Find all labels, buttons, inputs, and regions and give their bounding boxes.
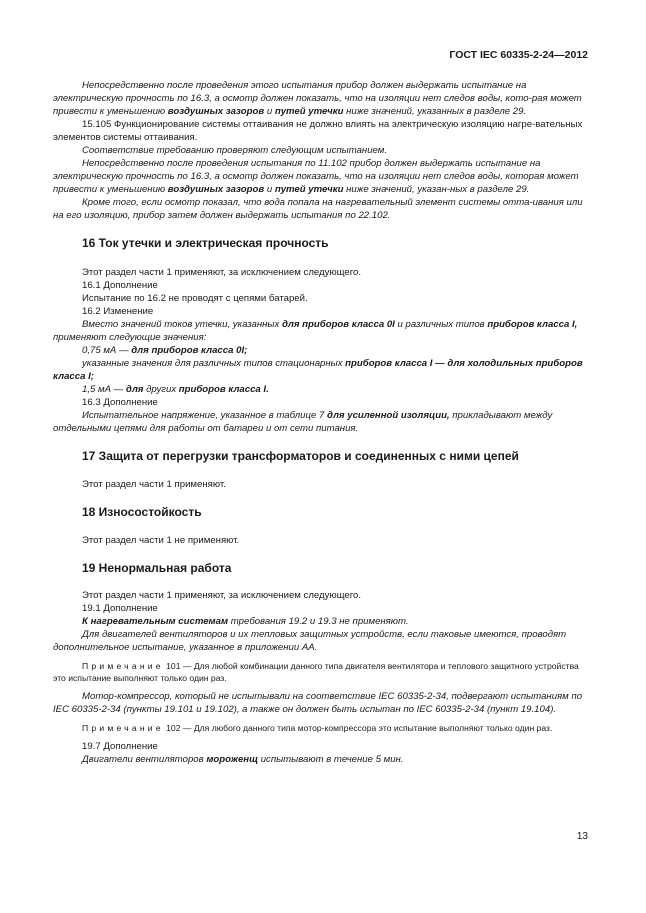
term: приборов класса I, [487, 319, 578, 330]
paragraph: 15.105 Функционирование системы оттаивания не должно влиять на электрическую изоляцию нагре-вательных элементов системы оттаивания. [53, 119, 583, 143]
page-number: 13 [576, 831, 588, 842]
paragraph: 16.1 Дополнение [82, 280, 158, 291]
text-run: и различных типов [394, 319, 488, 330]
paragraph: Кроме того, если осмотр показал, что вода попала на нагревательный элемент системы отта-ивания или на его изоляцию, прибор затем должен выдержать испытания по 22.102. [53, 197, 583, 221]
paragraph [53, 157, 589, 196]
paragraph [53, 357, 589, 383]
paragraph [53, 615, 589, 628]
text-run: ниже значений, указан-ных в разделе 29. [343, 184, 530, 195]
paragraph: Мотор-компрессор, который не испытывали на соответствие IEC 60335-2-34, подвергают испытаниям по IEC 60335-2-34 (пункты 19.101 и 19.102), а также он должен быть испытан по IEC 60335-2-34 (пункт 19.104). [53, 691, 583, 715]
text-run: ниже значений, указанных в разделе 29. [343, 106, 527, 117]
text-run: 101 — Для любой комбинации данного типа двигателя вентилятора и теплового защитного устройства это испытание выполняют только один раз. [53, 661, 579, 683]
paragraph: Этот раздел части 1 не применяют. [82, 535, 240, 546]
paragraph [53, 344, 589, 357]
text-run: указанные значения для различных типов стационарных [82, 358, 346, 369]
section-heading: 16 Ток утечки и электрическая прочность [82, 236, 329, 250]
term: приборов класса I. [178, 384, 269, 395]
term: путей утечки [274, 106, 344, 117]
text-run: прикладывают между отдельными цепями для работы от батареи и от сети питания. [53, 410, 553, 434]
text-run: 1,5 мА — [82, 384, 126, 395]
text-run: и [264, 106, 275, 117]
text-run: применяют следующие значения: [53, 332, 207, 343]
term: для приборов класса 0I; [131, 345, 248, 356]
term: путей утечки [274, 184, 344, 195]
paragraph: 16.3 Дополнение [82, 397, 158, 408]
paragraph: 16.2 Изменение [82, 306, 154, 317]
text-run: Непосредственно после проведения испытания по 11.102 прибор должен выдержать испытание на электрическую прочность по 16.3, а осмотр должен показать, что на изоляции нет следов воды, которая может привести к уменьшению [53, 158, 579, 195]
paragraph [53, 753, 589, 766]
section-heading: 17 Защита от перегрузки трансформаторов и соединенных с ними цепей [82, 449, 519, 463]
term: К нагревательным системам [82, 616, 229, 627]
term: воздушных зазоров [167, 106, 265, 117]
text-run: Вместо значений токов утечки, указанных [82, 319, 282, 330]
term: воздушных зазоров [167, 184, 265, 195]
paragraph: Соответствие требованию проверяют следующим испытанием. [82, 145, 388, 156]
term: приборов класса I — для холодильных приборов класса I; [53, 358, 583, 382]
note-101 [53, 660, 589, 684]
text-run: других [143, 384, 179, 395]
term: для [125, 384, 144, 395]
paragraph: 19.1 Дополнение [82, 603, 158, 614]
text-run: и [264, 184, 275, 195]
document-header: ГОСТ IEC 60335-2-24—2012 [449, 49, 588, 61]
paragraph: Этот раздел части 1 применяют, за исключением следующего. [82, 590, 362, 601]
paragraph: Этот раздел части 1 применяют, за исключением следующего. [82, 267, 362, 278]
text-run: 102 — Для любого данного типа мотор-компрессора это испытание выполняют только один раз. [163, 723, 553, 733]
term: мороженщ [206, 754, 259, 765]
page-content [53, 79, 589, 766]
paragraph [53, 79, 589, 118]
paragraph: Этот раздел части 1 применяют. [82, 479, 226, 490]
note-label: Примечание [82, 723, 164, 733]
text-run: Непосредственно после проведения этого испытания прибор должен выдержать испытание на электрическую прочность по 16.3, а осмотр должен показать, что на изоляции нет следов воды, кото-рая может привести к уменьшению [53, 80, 582, 117]
paragraph: Испытание по 16.2 не проводят с цепями батарей. [82, 293, 308, 304]
paragraph [53, 383, 589, 396]
text-run: требования 19.2 и 19.3 не применяют. [228, 616, 409, 627]
term: для усиленной изоляции, [327, 410, 450, 421]
paragraph [53, 318, 589, 344]
paragraph: 19.7 Дополнение [82, 741, 158, 752]
text-run: 0,75 мА — [82, 345, 132, 356]
term: для приборов класса 0I [281, 319, 395, 330]
text-run: Испытательное напряжение, указанное в таблице 7 [82, 410, 328, 421]
section-heading: 19 Ненормальная работа [82, 561, 232, 575]
paragraph: Для двигателей вентиляторов и их тепловых защитных устройств, если таковые имеются, проводят дополнительное испытание, указанное в приложении АА. [53, 629, 567, 653]
note-label: Примечание [82, 661, 164, 671]
text-run: испытывают в течение 5 мин. [258, 754, 404, 765]
paragraph [53, 409, 589, 435]
note-102 [53, 722, 589, 734]
text-run: Двигатели вентиляторов [82, 754, 207, 765]
section-heading: 18 Износостойкость [82, 505, 202, 519]
